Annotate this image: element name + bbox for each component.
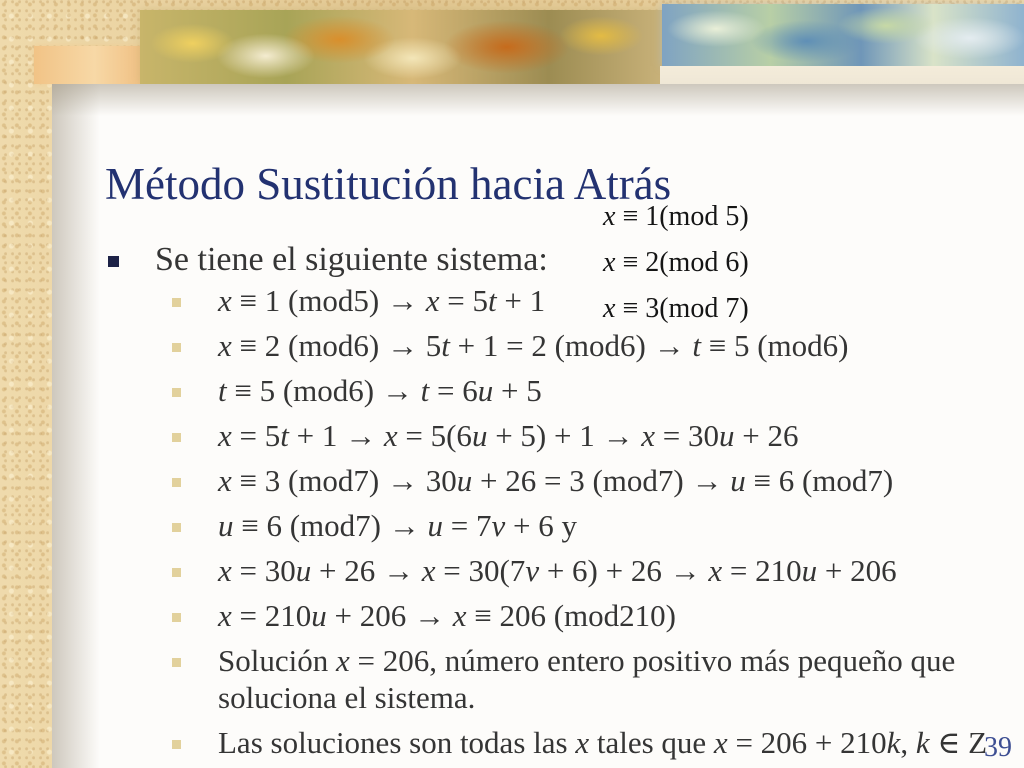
step-text-segment: ,: [900, 725, 916, 760]
math-variable: u: [477, 373, 494, 408]
math-variable: t: [488, 283, 497, 318]
step-text-segment: ≡ 6 (mod7) →: [233, 508, 428, 543]
step-text-segment: ≡ 5 (mod6): [701, 328, 849, 363]
square-bullet-icon: [172, 523, 181, 532]
step-text-segment: ≡ 6 (mod7): [745, 463, 894, 498]
step-text-segment: = 30: [655, 418, 719, 453]
math-variable: x: [425, 283, 440, 318]
step-text-segment: Las soluciones son todas las: [218, 725, 576, 760]
step-text-segment: = 206, número entero positivo más pequeño que soluciona el sistema.: [218, 643, 956, 715]
step-item: [172, 724, 988, 761]
math-variable: x: [713, 725, 728, 760]
step-text: [218, 282, 988, 319]
math-variable: x: [218, 283, 232, 318]
step-text: [218, 417, 988, 454]
step-item: [172, 552, 988, 589]
step-item: [172, 327, 988, 364]
step-text: [218, 462, 988, 499]
step-text-segment: = 30: [231, 553, 296, 588]
step-text-segment: ≡ 5 (mod6) →: [226, 373, 421, 408]
square-bullet-icon: [172, 658, 181, 667]
math-variable: x: [603, 201, 616, 232]
math-variable: x: [335, 643, 350, 678]
math-variable: u: [471, 418, 488, 453]
step-text-segment: = 6: [429, 373, 478, 408]
math-variable: x: [575, 725, 590, 760]
math-variable: x: [218, 328, 232, 363]
step-text-segment: + 5: [493, 373, 542, 408]
math-variable: t: [280, 418, 289, 453]
equation-text: ≡ 1(mod 5): [615, 201, 749, 232]
math-variable: x: [603, 247, 616, 278]
main-bullet-item: [108, 239, 568, 280]
math-variable: u: [456, 463, 473, 498]
step-text-segment: + 206: [817, 553, 897, 588]
step-text-segment: tales que: [589, 725, 714, 760]
step-item: [172, 597, 988, 634]
step-text-segment: = 5(6: [397, 418, 472, 453]
step-text-segment: = 7: [443, 508, 492, 543]
step-text: [218, 597, 988, 634]
equation-text: ≡ 2(mod 6): [615, 247, 749, 278]
congruence-equation: [603, 194, 749, 240]
step-text-segment: + 6 y: [505, 508, 577, 543]
math-variable: k: [886, 725, 901, 760]
step-text-segment: = 206 + 210: [727, 725, 887, 760]
math-variable: u: [718, 418, 735, 453]
step-text-segment: = 5: [439, 283, 489, 318]
step-text-segment: + 1 →: [288, 418, 384, 453]
math-variable: u: [295, 553, 312, 588]
step-text-segment: + 206 →: [326, 598, 453, 633]
math-variable: x: [218, 598, 232, 633]
math-variable: t: [420, 373, 430, 408]
step-item: [172, 642, 988, 716]
step-text: [218, 507, 988, 544]
slide-number: 39: [984, 732, 1012, 763]
math-variable: x: [452, 598, 467, 633]
step-text: [218, 552, 988, 589]
step-item: [172, 282, 988, 319]
math-variable: x: [421, 553, 436, 588]
step-text-segment: ≡ 206 (mod210): [466, 598, 676, 633]
equation-text: ≡ 3(mod 7): [615, 293, 749, 324]
square-bullet-icon: [172, 478, 181, 487]
step-text-segment: ≡ 3 (mod7) → 30: [231, 463, 457, 498]
steps-list: [172, 282, 988, 761]
step-text-segment: = 210: [722, 553, 802, 588]
step-text: [218, 724, 988, 761]
step-text-segment: + 5) + 1 →: [487, 418, 642, 453]
step-text-segment: ≡ 1 (mod5) →: [231, 283, 426, 318]
step-item: [172, 417, 988, 454]
math-variable: x: [708, 553, 723, 588]
header-band: [660, 66, 1024, 84]
math-variable: x: [641, 418, 655, 453]
step-text-segment: + 26: [734, 418, 799, 453]
math-variable: x: [383, 418, 398, 453]
math-variable: u: [801, 553, 818, 588]
square-bullet-icon: [172, 433, 181, 442]
congruence-equation: [603, 240, 749, 286]
math-variable: x: [218, 418, 232, 453]
step-text-segment: + 26 = 3 (mod7) →: [472, 463, 731, 498]
step-text: [218, 327, 988, 364]
math-variable: t: [692, 328, 701, 363]
step-text-segment: Solución: [218, 643, 336, 678]
math-variable: u: [311, 598, 327, 633]
square-bullet-icon: [172, 740, 181, 749]
step-text-segment: = 5: [231, 418, 281, 453]
step-text-segment: = 30(7: [435, 553, 526, 588]
math-variable: x: [218, 553, 232, 588]
math-variable: v: [491, 508, 506, 543]
step-item: [172, 507, 988, 544]
square-bullet-icon: [172, 388, 181, 397]
math-variable: u: [730, 463, 746, 498]
step-text-segment: + 1: [496, 283, 546, 318]
square-bullet-icon: [172, 568, 181, 577]
header-leaf-image: [34, 46, 144, 84]
square-bullet-icon: [108, 256, 119, 267]
header-leaf-image: [662, 4, 1024, 66]
step-text: [218, 372, 988, 409]
square-bullet-icon: [172, 298, 181, 307]
main-bullet-text: Se tiene el siguiente sistema:: [155, 241, 548, 278]
math-variable: u: [218, 508, 234, 543]
square-bullet-icon: [172, 613, 181, 622]
step-text-segment: + 6) + 26 →: [539, 553, 709, 588]
math-variable: x: [603, 293, 616, 324]
square-bullet-icon: [172, 343, 181, 352]
math-variable: t: [441, 328, 450, 363]
math-variable: x: [218, 463, 232, 498]
step-text-segment: + 1 = 2 (mod6) →: [449, 328, 693, 363]
step-text-segment: ∈ Z: [929, 725, 988, 760]
math-variable: t: [218, 373, 227, 408]
step-text-segment: ≡ 2 (mod6) → 5: [231, 328, 442, 363]
step-text: [218, 642, 988, 716]
step-item: [172, 462, 988, 499]
step-item: [172, 372, 988, 409]
step-text-segment: = 210: [231, 598, 312, 633]
step-text-segment: + 26 →: [311, 553, 422, 588]
header-leaf-image: [140, 10, 664, 84]
math-variable: k: [915, 725, 930, 760]
slide-title: Método Sustitución hacia Atrás: [105, 159, 672, 209]
math-variable: v: [525, 553, 540, 588]
math-variable: u: [427, 508, 443, 543]
